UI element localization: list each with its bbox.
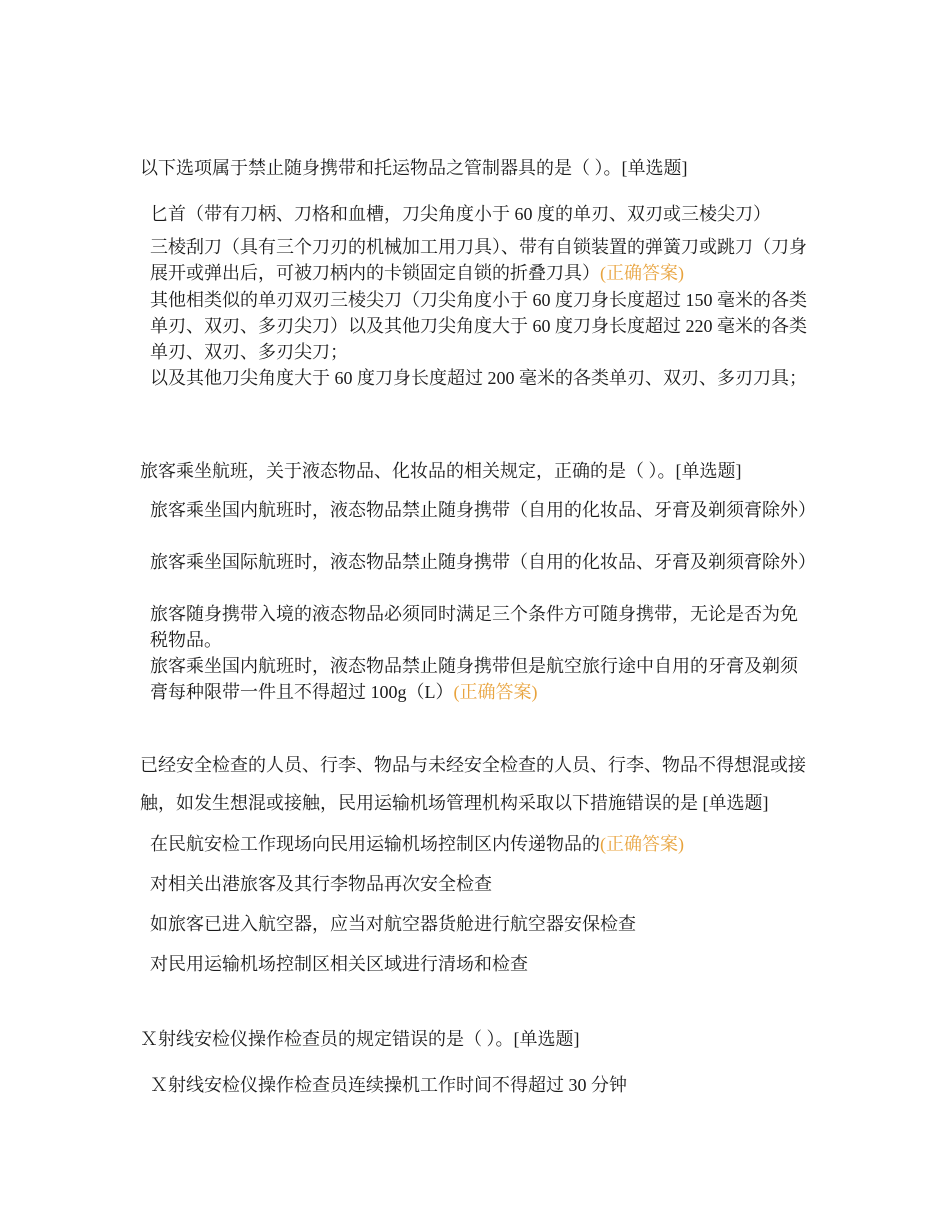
option xyxy=(150,653,810,705)
option: 对民用运输机场控制区相关区域进行清场和检查 xyxy=(150,954,528,974)
correct-answer-marker: (正确答案) xyxy=(600,263,684,283)
option: 对相关出港旅客及其行李物品再次安全检查 xyxy=(150,874,492,894)
question-stem: Ｘ射线安检仪操作检查员的规定错误的是（ ）。[单选题] xyxy=(140,1029,580,1049)
option-text: 三棱刮刀（具有三个刀刃的机械加工用刀具）、带有自锁装置的弹簧刀或跳刀（刀身展开或弹出后，可被刀柄内的卡锁固定自锁的折叠刀具） xyxy=(150,237,807,283)
option-text: 旅客乘坐国内航班时，液态物品禁止随身携带但是航空旅行途中自用的牙膏及剃须膏每种限带一件且不得超过 100g（L） xyxy=(150,656,798,702)
question-stem: 以下选项属于禁止随身携带和托运物品之管制器具的是（ ）。[单选题] xyxy=(140,158,688,178)
option xyxy=(150,831,810,857)
option: 旅客乘坐国际航班时，液态物品禁止随身携带（自用的化妆品、牙膏及剃须膏除外） xyxy=(150,552,816,572)
option: 其他相类似的单刃双刃三棱尖刀（刀尖角度小于 60 度刀身长度超过 150 毫米的各类单刃、双刃、多刃尖刀）以及其他刀尖角度大于 60 度刀身长度超过 220 毫米的各类单刃、双刃、多刃尖刀； xyxy=(150,290,807,362)
option: 旅客随身携带入境的液态物品必须同时满足三个条件方可随身携带，无论是否为免税物品。 xyxy=(150,604,798,650)
option: 如旅客已进入航空器，应当对航空器货舱进行航空器安保检查 xyxy=(150,914,636,934)
option: 以及其他刀尖角度大于 60 度刀身长度超过 200 毫米的各类单刃、双刃、多刃刀具； xyxy=(150,368,807,388)
option-text: 在民航安检工作现场向民用运输机场控制区内传递物品的 xyxy=(150,834,600,854)
option xyxy=(150,234,810,286)
question-stem: 旅客乘坐航班，关于液态物品、化妆品的相关规定，正确的是（ ）。[单选题] xyxy=(140,461,742,481)
question-stem: 已经安全检查的人员、行李、物品与未经安全检查的人员、行李、物品不得想混或接触，如发生想混或接触，民用运输机场管理机构采取以下措施错误的是 [单选题] xyxy=(140,755,806,813)
option: Ｘ射线安检仪操作检查员连续操机工作时间不得超过 30 分钟 xyxy=(150,1075,627,1095)
option: 旅客乘坐国内航班时，液态物品禁止随身携带（自用的化妆品、牙膏及剃须膏除外） xyxy=(150,500,816,520)
correct-answer-marker: (正确答案) xyxy=(600,834,684,854)
correct-answer-marker: (正确答案) xyxy=(453,682,538,702)
option: 匕首（带有刀柄、刀格和血槽，刀尖角度小于 60 度的单刃、双刃或三棱尖刀） xyxy=(150,204,771,224)
